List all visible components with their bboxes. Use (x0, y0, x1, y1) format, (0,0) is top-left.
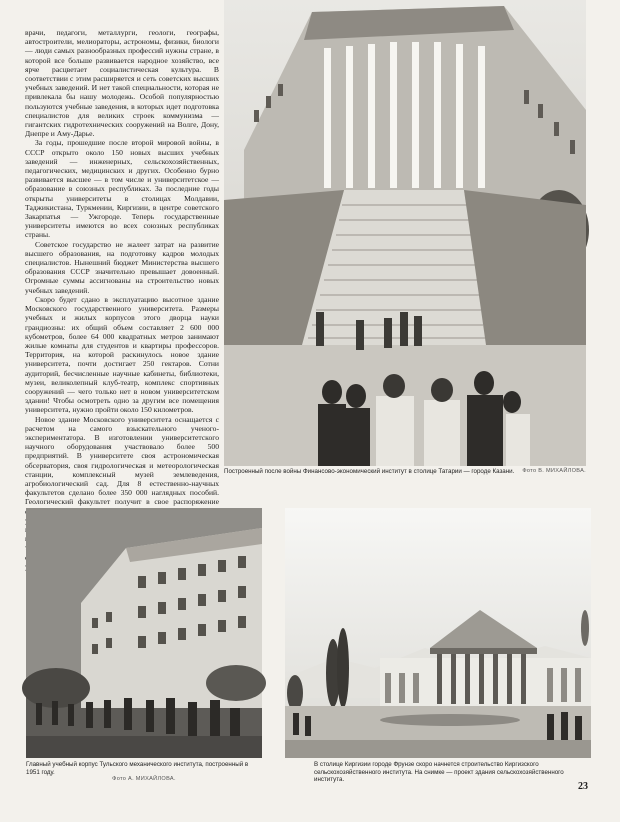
tula-institute-photo (26, 508, 262, 758)
frunze-caption-text: В столице Киргизии городе Фрунзе скоро начнется строительство Киргизского сельскохозяйственного института. На снимке — проект здания сельскохозяйственного института. (314, 761, 564, 784)
kazan-caption-text: Построенный после войны Финансово-экономический институт в столице Татарии — городе Казани. (224, 468, 515, 475)
kazan-photo-credit: Фото В. МИХАЙЛОВА. (522, 468, 586, 474)
frunze-caption (314, 761, 590, 784)
article-paragraph: врачи, педагоги, металлурги, геологи, географы, автостроители, мелиораторы, астрономы, физики, биологи — люди самых разнообразных профессий нужны стране, в которой все больше развивается народное хозяйство, все ярче расцветает социалистическая культура. В соответствии с этим расширяется и сеть советских высших учебных заведений. И нет такой специальности, которая не привлекала бы нашу молодежь. Особой популярностью пользуются учебные заведения, в которых идет подготовка специалистов для великих строек коммунизма — гигантских гидротехнических сооружений на Волге, Дону, Днепре и Аму-Дарье. (25, 28, 219, 139)
kazan-caption (224, 468, 586, 476)
tula-caption-text: Главный учебный корпус Тульского механического института, построенный в 1951 году. (26, 761, 249, 776)
article-paragraph: Советское государство не жалеет затрат на развитие высшего образования, на подготовку кадров молодых специалистов. Нынешний бюджет Министерства высшего образования СССР значительно превышает довоенный. Огромные суммы ассигнованы на строительство новых учебных заведений. (25, 239, 219, 295)
frunze-project-photo (285, 508, 591, 758)
tula-photo-credit: Фото А. МИХАЙЛОВА. (112, 776, 176, 783)
page-number: 23 (578, 781, 588, 792)
kazan-institute-photo (224, 0, 586, 466)
article-paragraph: Скоро будет сдано в эксплуатацию высотное здание Московского государственного университета. Размеры учебных и жилых корпусов этого дворца науки грандиозны: их общий объем составляет 2 600 000 кубометров, более 64 000 квадратных метров занимают жилые комнаты для студентов и квартиры профессоров. Территория, на которой раскинулось новое здание университета, почти достигает 250 гектаров. Сотни аудиторий, бесчисленные научные кабинеты, библиотеки, музеи, великолепный клуб-театр, комплекс спортивных сооружений — чего только нет в новом университетском здании! Чтобы осмотреть одно за другим все помещения университета, нужно пройти около 150 километров. (25, 294, 219, 415)
article-paragraph: За годы, прошедшие после второй мировой войны, в СССР открыто около 150 новых высших учебных заведений — инженерных, сельскохозяйственных, педагогических, медицинских и других. Особенно бурно развивается высшее — в том числе и университетское — образование в союзных республиках. За последние годы открыты университеты в столицах Молдавии, Таджикистана, Туркмении, Киргизии, в центре советского Закарпатья — Ужгороде. Теперь государственные университеты имеются во всех союзных республиках страны. (25, 138, 219, 240)
tula-caption (26, 761, 262, 784)
article-paragraph: Новое здание Московского университета оснащается с расчетом на самого взыскательного ученого-экспериментатора. В изготовлении университетского научного оборудования участвовало более 500 предприятий. В университете своя астрономическая обсерватория, своя гидрологическая и метеорологическая станции, комплексный музей землеведения, агробиологический сад. Для 8 естественно-научных факультетов сделано более 350 000 наглядных пособий. Геологический факультет получит в свое распоряжение (25, 414, 219, 507)
article-text (25, 28, 219, 507)
